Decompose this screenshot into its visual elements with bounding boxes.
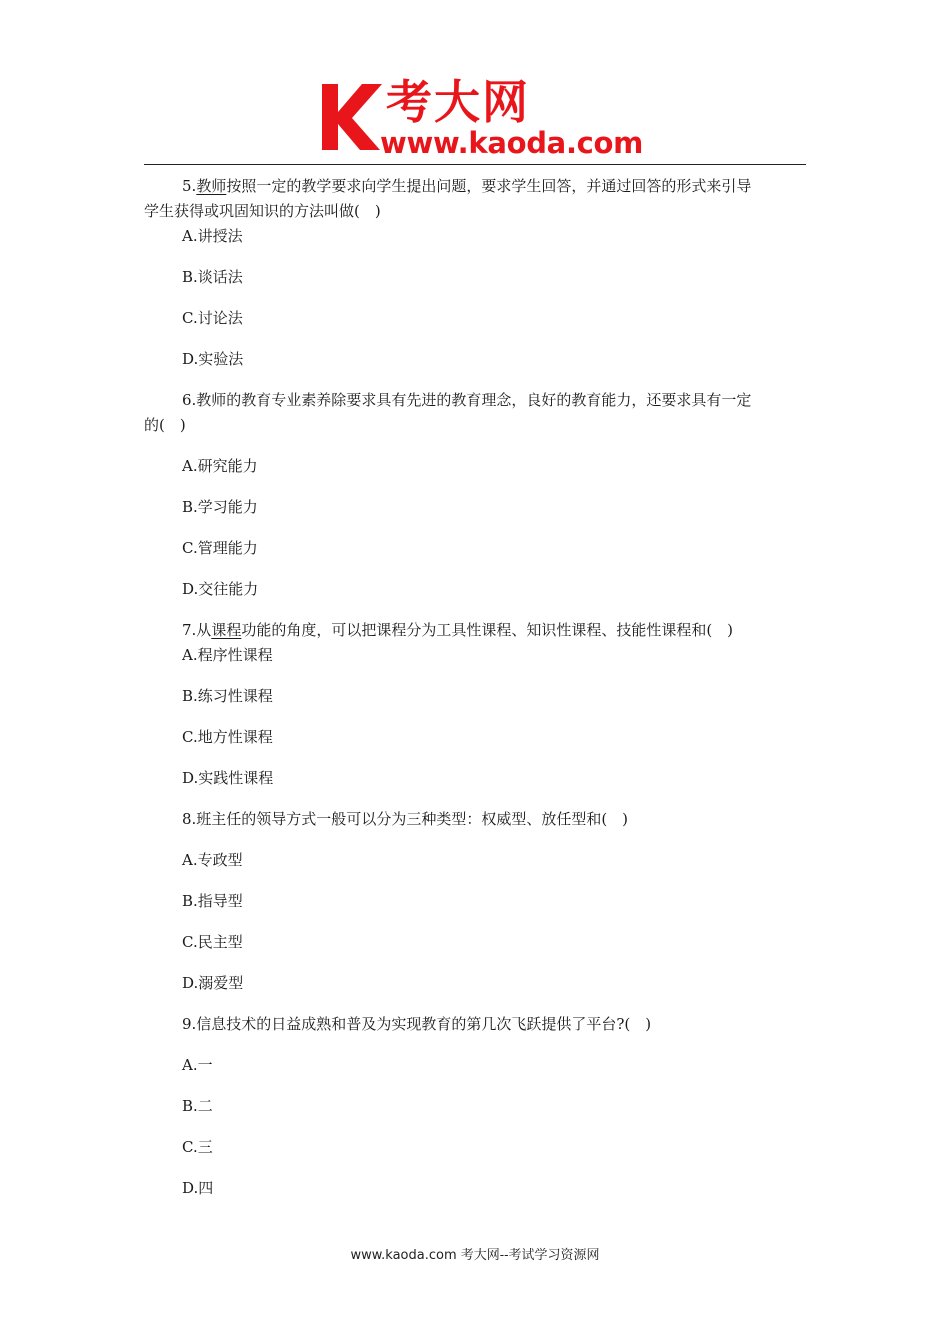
question-5-stem-line2: 学生获得或巩固知识的方法叫做( )	[144, 202, 381, 220]
question-6-option-d: D.交往能力	[182, 580, 259, 598]
question-6	[144, 388, 808, 618]
question-7-option-a: A.程序性课程	[182, 646, 273, 664]
question-5-option-a: A.讲授法	[182, 227, 243, 245]
question-7-number: 7.从	[182, 621, 212, 639]
question-6-option-c: C.管理能力	[182, 539, 258, 557]
question-5-stem-rest: 按照一定的教学要求向学生提出问题，要求学生回答，并通过回答的形式来引导	[226, 177, 752, 195]
question-6-option-b: B.学习能力	[182, 498, 258, 516]
question-6-stem-line1: 6.教师的教育专业素养除要求具有先进的教育理念，良好的教育能力，还要求具有一定	[182, 391, 752, 409]
question-7	[144, 618, 808, 807]
question-8-option-d: D.溺爱型	[182, 974, 244, 992]
question-9-option-b: B.二	[182, 1097, 213, 1115]
question-5	[144, 174, 808, 388]
logo-url: www.kaoda.com	[380, 126, 644, 160]
logo-name: 考大网	[386, 75, 530, 129]
question-5-option-c: C.讨论法	[182, 309, 243, 327]
question-8-option-c: C.民主型	[182, 933, 243, 951]
question-8-option-a: A.专政型	[182, 851, 243, 869]
question-6-option-a: A.研究能力	[182, 457, 258, 475]
question-7-stem	[144, 618, 808, 643]
question-7-option-b: B.练习性课程	[182, 687, 273, 705]
question-9-stem: 9.信息技术的日益成熟和普及为实现教育的第几次飞跃提供了平台?( )	[182, 1015, 652, 1033]
question-8-option-b: B.指导型	[182, 892, 243, 910]
footer-url[interactable]: www.kaoda.com	[350, 1248, 457, 1263]
kaoda-logo	[318, 75, 648, 162]
curriculum-link[interactable]: 课程	[211, 621, 242, 639]
question-8	[144, 807, 808, 1012]
question-5-option-b: B.谈话法	[182, 268, 243, 286]
question-9-option-a: A.一	[182, 1056, 213, 1074]
page-footer	[0, 1246, 950, 1266]
question-9	[144, 1012, 808, 1201]
question-5-number: 5.	[182, 177, 197, 195]
question-7-stem-rest: 功能的角度，可以把课程分为工具性课程、知识性课程、技能性课程和( )	[241, 621, 734, 639]
teacher-link[interactable]: 教师	[196, 177, 227, 195]
question-5-option-d: D.实验法	[182, 350, 244, 368]
question-5-stem-line1	[144, 174, 808, 199]
question-8-stem: 8.班主任的领导方式一般可以分为三种类型：权威型、放任型和( )	[182, 810, 629, 828]
footer-text: 考大网--考试学习资源网	[456, 1248, 600, 1263]
logo-k-mark	[318, 78, 388, 158]
question-7-option-c: C.地方性课程	[182, 728, 273, 746]
question-7-option-d: D.实践性课程	[182, 769, 274, 787]
question-9-option-d: D.四	[182, 1179, 214, 1197]
header-divider	[144, 164, 806, 165]
question-6-stem-line2: 的( )	[144, 416, 186, 434]
question-9-option-c: C.三	[182, 1138, 213, 1156]
question-list	[144, 174, 808, 1201]
